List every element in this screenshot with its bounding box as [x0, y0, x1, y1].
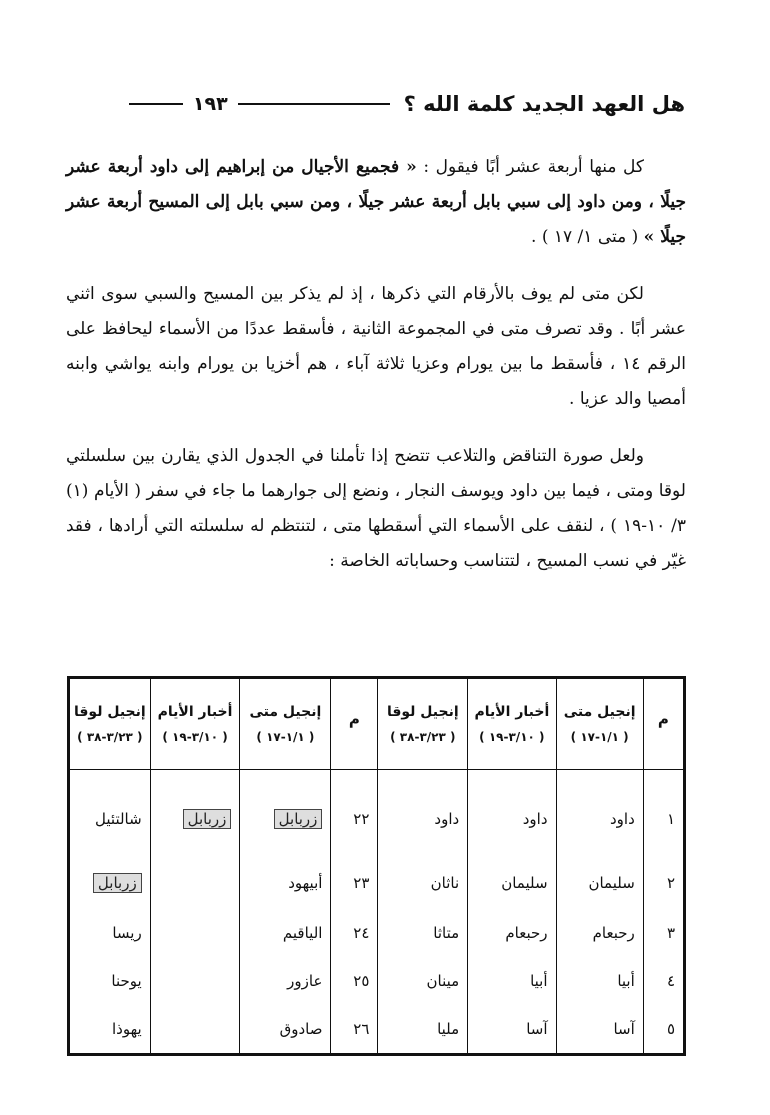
table-cell: عازور: [240, 957, 331, 1005]
column-header: [150, 679, 240, 770]
table-header-row: [70, 679, 683, 770]
column-name: أخبار الأيام: [474, 704, 550, 720]
column-reference: ( ١/١-١٧ ): [570, 730, 629, 744]
paragraph-1: [66, 150, 686, 255]
table-cell: صادوق: [240, 1005, 331, 1053]
row-number: ٢٥: [331, 957, 378, 1005]
table-cell: سليمان: [556, 856, 643, 909]
table-cell: آسا: [468, 1005, 556, 1053]
table-cell: الياقيم: [240, 909, 331, 957]
citation: ( متى ١/ ١٧ ) .: [531, 227, 644, 247]
table-row: [70, 909, 683, 957]
paragraph-3: ولعل صورة التناقض والتلاعب تتضح إذا تأملنا في الجدول الذي يقارن بين سلسلتي لوقا ومتى ، فيما بين داود ويوسف النجار ، ونضع إلى جوارهما ما جاء في سفر ( الأيام (١) ٣/ ١٠-١٩ ) ، لنقف على الأسماء التي أسقطها متى ، لتنتظم له سلسلته التي أرادها ، فقد غيّر في نسب المسيح ، لتتناسب وحساباته الخاصة :: [66, 446, 686, 571]
table-cell: أبيا: [468, 957, 556, 1005]
boxed-name: زربابل: [274, 809, 323, 829]
header-rule: [238, 103, 390, 105]
column-reference: ( ٣/١٠-١٩ ): [162, 730, 228, 744]
table-cell: سليمان: [468, 856, 556, 909]
table-cell: يهوذا: [112, 1020, 142, 1039]
row-number: ٢٣: [331, 856, 378, 909]
row-number: ٣: [643, 909, 683, 957]
row-number: ٢٢: [331, 770, 378, 857]
table-row: [70, 957, 683, 1005]
row-number: ٤: [643, 957, 683, 1005]
column-name: م: [657, 710, 669, 728]
table-cell: آسا: [556, 1005, 643, 1053]
table-row: [70, 1005, 683, 1053]
table-cell: متاثا: [378, 909, 468, 957]
table-cell: [150, 770, 240, 857]
table-cell: مينان: [378, 957, 468, 1005]
column-reference: ( ٣/٢٣-٣٨ ): [77, 730, 143, 744]
quotation: « فجميع الأجيال من إبراهيم إلى داود أربعة عشر جيلًا ، ومن داود إلى سبي بابل أربعة عشر جيلًا ، ومن سبي بابل إلى المسيح أربعة عشر جيلًا »: [66, 157, 686, 247]
table-cell: شالتئيل: [95, 810, 142, 828]
table-cell: داود: [556, 770, 643, 857]
column-name: أخبار الأيام: [157, 704, 233, 720]
table-row: [70, 856, 683, 909]
column-name: إنجيل متى: [249, 704, 322, 720]
column-reference: ( ٣/٢٣-٣٨ ): [390, 730, 456, 744]
column-name: م: [348, 710, 360, 728]
table-cell: [240, 770, 331, 857]
row-number: ٢٦: [331, 1005, 378, 1053]
boxed-name: زربابل: [183, 809, 232, 829]
table-cell: [150, 856, 240, 909]
table-cell: ناثان: [378, 856, 468, 909]
row-number: ٢: [643, 856, 683, 909]
table-cell: ريسا: [112, 924, 142, 943]
row-number: ١: [643, 770, 683, 857]
column-name: إنجيل لوقا: [74, 704, 146, 720]
body-text: [66, 150, 686, 579]
column-header: [556, 679, 643, 770]
column-reference: ( ١/١-١٧ ): [256, 730, 315, 744]
column-reference: ( ٣/١٠-١٩ ): [479, 730, 545, 744]
genealogy-table-frame: [67, 676, 686, 1056]
boxed-name: زربابل: [93, 873, 142, 893]
table-cell: أبيا: [556, 957, 643, 1005]
table-row: [70, 770, 683, 857]
header-rule-short: [129, 103, 183, 105]
column-header: [240, 679, 331, 770]
table-cell: [70, 856, 150, 909]
column-name: إنجيل لوقا: [386, 704, 459, 720]
table-cell: [150, 1005, 240, 1053]
running-header: [60, 84, 685, 124]
column-header: [643, 679, 683, 770]
row-number: ٢٤: [331, 909, 378, 957]
column-header: [378, 679, 468, 770]
column-name: إنجيل متى: [563, 704, 636, 720]
genealogy-table: [70, 679, 683, 1053]
paragraph-1-intro: كل منها أربعة عشر أبًا فيقول :: [416, 157, 644, 177]
column-header: [331, 679, 378, 770]
column-header: [70, 679, 150, 770]
running-title: هل العهد الجديد كلمة الله ؟: [403, 92, 685, 116]
table-cell: رحبعام: [468, 909, 556, 957]
page-number: ١٩٣: [192, 93, 228, 115]
table-cell: داود: [378, 770, 468, 857]
row-number: ٥: [643, 1005, 683, 1053]
table-cell: أبيهود: [240, 856, 331, 909]
paragraph-2: لكن متى لم يوف بالأرقام التي ذكرها ، إذ لم يذكر بين المسيح والسبي سوى اثني عشر أبًا . وقد تصرف متى في المجموعة الثانية ، فأسقط عددًا من الأسماء ليحافظ على الرقم ١٤ ، فأسقط ما بين يورام وعزيا ثلاثة آباء ، هم أخزيا بن يورام وابنه يواشي وابنه أمصيا والد عزيا .: [66, 284, 686, 409]
table-cell: مليا: [378, 1005, 468, 1053]
table-cell: داود: [468, 770, 556, 857]
table-cell: يوحنا: [111, 972, 142, 991]
table-cell: رحبعام: [556, 909, 643, 957]
column-header: [468, 679, 556, 770]
table-cell: [150, 909, 240, 957]
table-cell: [150, 957, 240, 1005]
